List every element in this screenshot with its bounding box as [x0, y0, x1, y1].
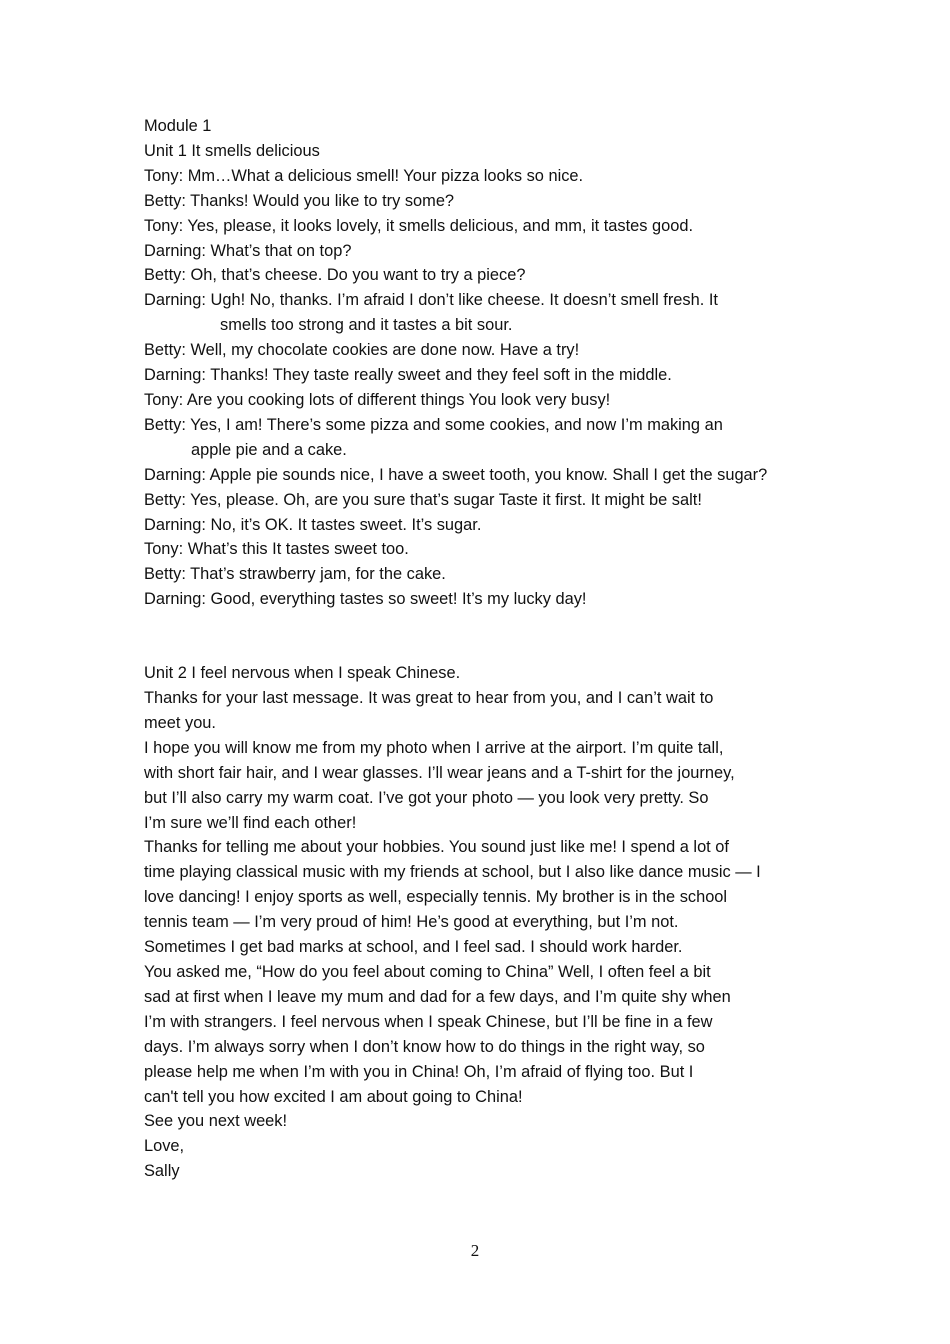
dialogue-line: Tony: Yes, please, it looks lovely, it smells delicious, and mm, it tastes good. [144, 216, 694, 235]
dialogue-line-continued: apple pie and a cake. [191, 440, 347, 459]
page-content [144, 114, 814, 1184]
unit2-title: Unit 2 I feel nervous when I speak Chinese. [144, 664, 461, 683]
letter-line: can't tell you how excited I am about going to China! [144, 1087, 523, 1106]
module-title: Module 1 [144, 117, 212, 135]
letter-closing: See you next week! [144, 1112, 288, 1131]
dialogue-line: Betty: Yes, I am! There’s some pizza and some cookies, and now I’m making an [144, 415, 723, 434]
letter-line: Sometimes I get bad marks at school, and I feel sad. I should work harder. [144, 938, 683, 957]
letter-line: I’m sure we’ll find each other! [144, 813, 357, 832]
dialogue-line: Betty: Thanks! Would you like to try some? [144, 191, 455, 210]
dialogue-line: Tony: What’s this It tastes sweet too. [144, 540, 409, 559]
dialogue-line: Darning: What’s that on top? [144, 241, 352, 260]
dialogue-line: Betty: Oh, that’s cheese. Do you want to try a piece? [144, 266, 526, 285]
letter-line: sad at first when I leave my mum and dad for a few days, and I’m quite shy when [144, 987, 731, 1006]
letter-line: with short fair hair, and I wear glasses. I’ll wear jeans and a T-shirt for the journey, [144, 763, 735, 782]
dialogue-line: Betty: Well, my chocolate cookies are done now. Have a try! [144, 341, 580, 360]
letter-signoff: Love, [144, 1137, 185, 1156]
letter-line: You asked me, “How do you feel about coming to China” Well, I often feel a bit [144, 963, 711, 981]
dialogue-line: Betty: Yes, please. Oh, are you sure that’s sugar Taste it first. It might be salt! [144, 490, 702, 509]
dialogue-line: Tony: Are you cooking lots of different things You look very busy! [144, 390, 611, 409]
letter-signature: Sally [144, 1162, 180, 1181]
dialogue-line: Betty: That’s strawberry jam, for the cake. [144, 565, 446, 584]
unit1-title: Unit 1 It smells delicious [144, 141, 320, 160]
letter-line: love dancing! I enjoy sports as well, especially tennis. My brother is in the school [144, 888, 728, 907]
letter-line: Thanks for your last message. It was great to hear from you, and I can’t wait to [144, 689, 714, 708]
letter-line: I hope you will know me from my photo when I arrive at the airport. I’m quite tall, [144, 738, 724, 757]
letter-line: meet you. [144, 713, 216, 732]
letter-line: Thanks for telling me about your hobbies. You sound just like me! I spend a lot of [144, 838, 729, 857]
section-spacer [144, 612, 814, 661]
dialogue-line: Darning: No, it’s OK. It tastes sweet. It’s sugar. [144, 515, 482, 534]
page-number: 2 [470, 1241, 480, 1260]
dialogue-line: Darning: Thanks! They taste really sweet and they feel soft in the middle. [144, 366, 672, 385]
letter-line: but I’ll also carry my warm coat. I’ve got your photo — you look very pretty. So [144, 788, 709, 807]
letter-line: tennis team — I’m very proud of him! He’s good at everything, but I’m not. [144, 913, 679, 932]
dialogue-line: Tony: Mm…What a delicious smell! Your pizza looks so nice. [144, 166, 584, 185]
letter-line: time playing classical music with my friends at school, but I also like dance music — I [144, 863, 761, 882]
letter-line: days. I’m always sorry when I don’t know how to do things in the right way, so [144, 1037, 705, 1056]
dialogue-line: Darning: Good, everything tastes so sweet! It’s my lucky day! [144, 590, 587, 609]
dialogue-line-continued: smells too strong and it tastes a bit sour. [220, 316, 513, 335]
letter-line: please help me when I’m with you in China! Oh, I’m afraid of flying too. But I [144, 1062, 694, 1081]
dialogue-line: Darning: Ugh! No, thanks. I’m afraid I don’t like cheese. It doesn’t smell fresh. It [144, 291, 718, 310]
letter-line: I’m with strangers. I feel nervous when I speak Chinese, but I’ll be fine in a few [144, 1012, 713, 1031]
dialogue-line: Darning: Apple pie sounds nice, I have a sweet tooth, you know. Shall I get the sugar? [144, 465, 768, 484]
